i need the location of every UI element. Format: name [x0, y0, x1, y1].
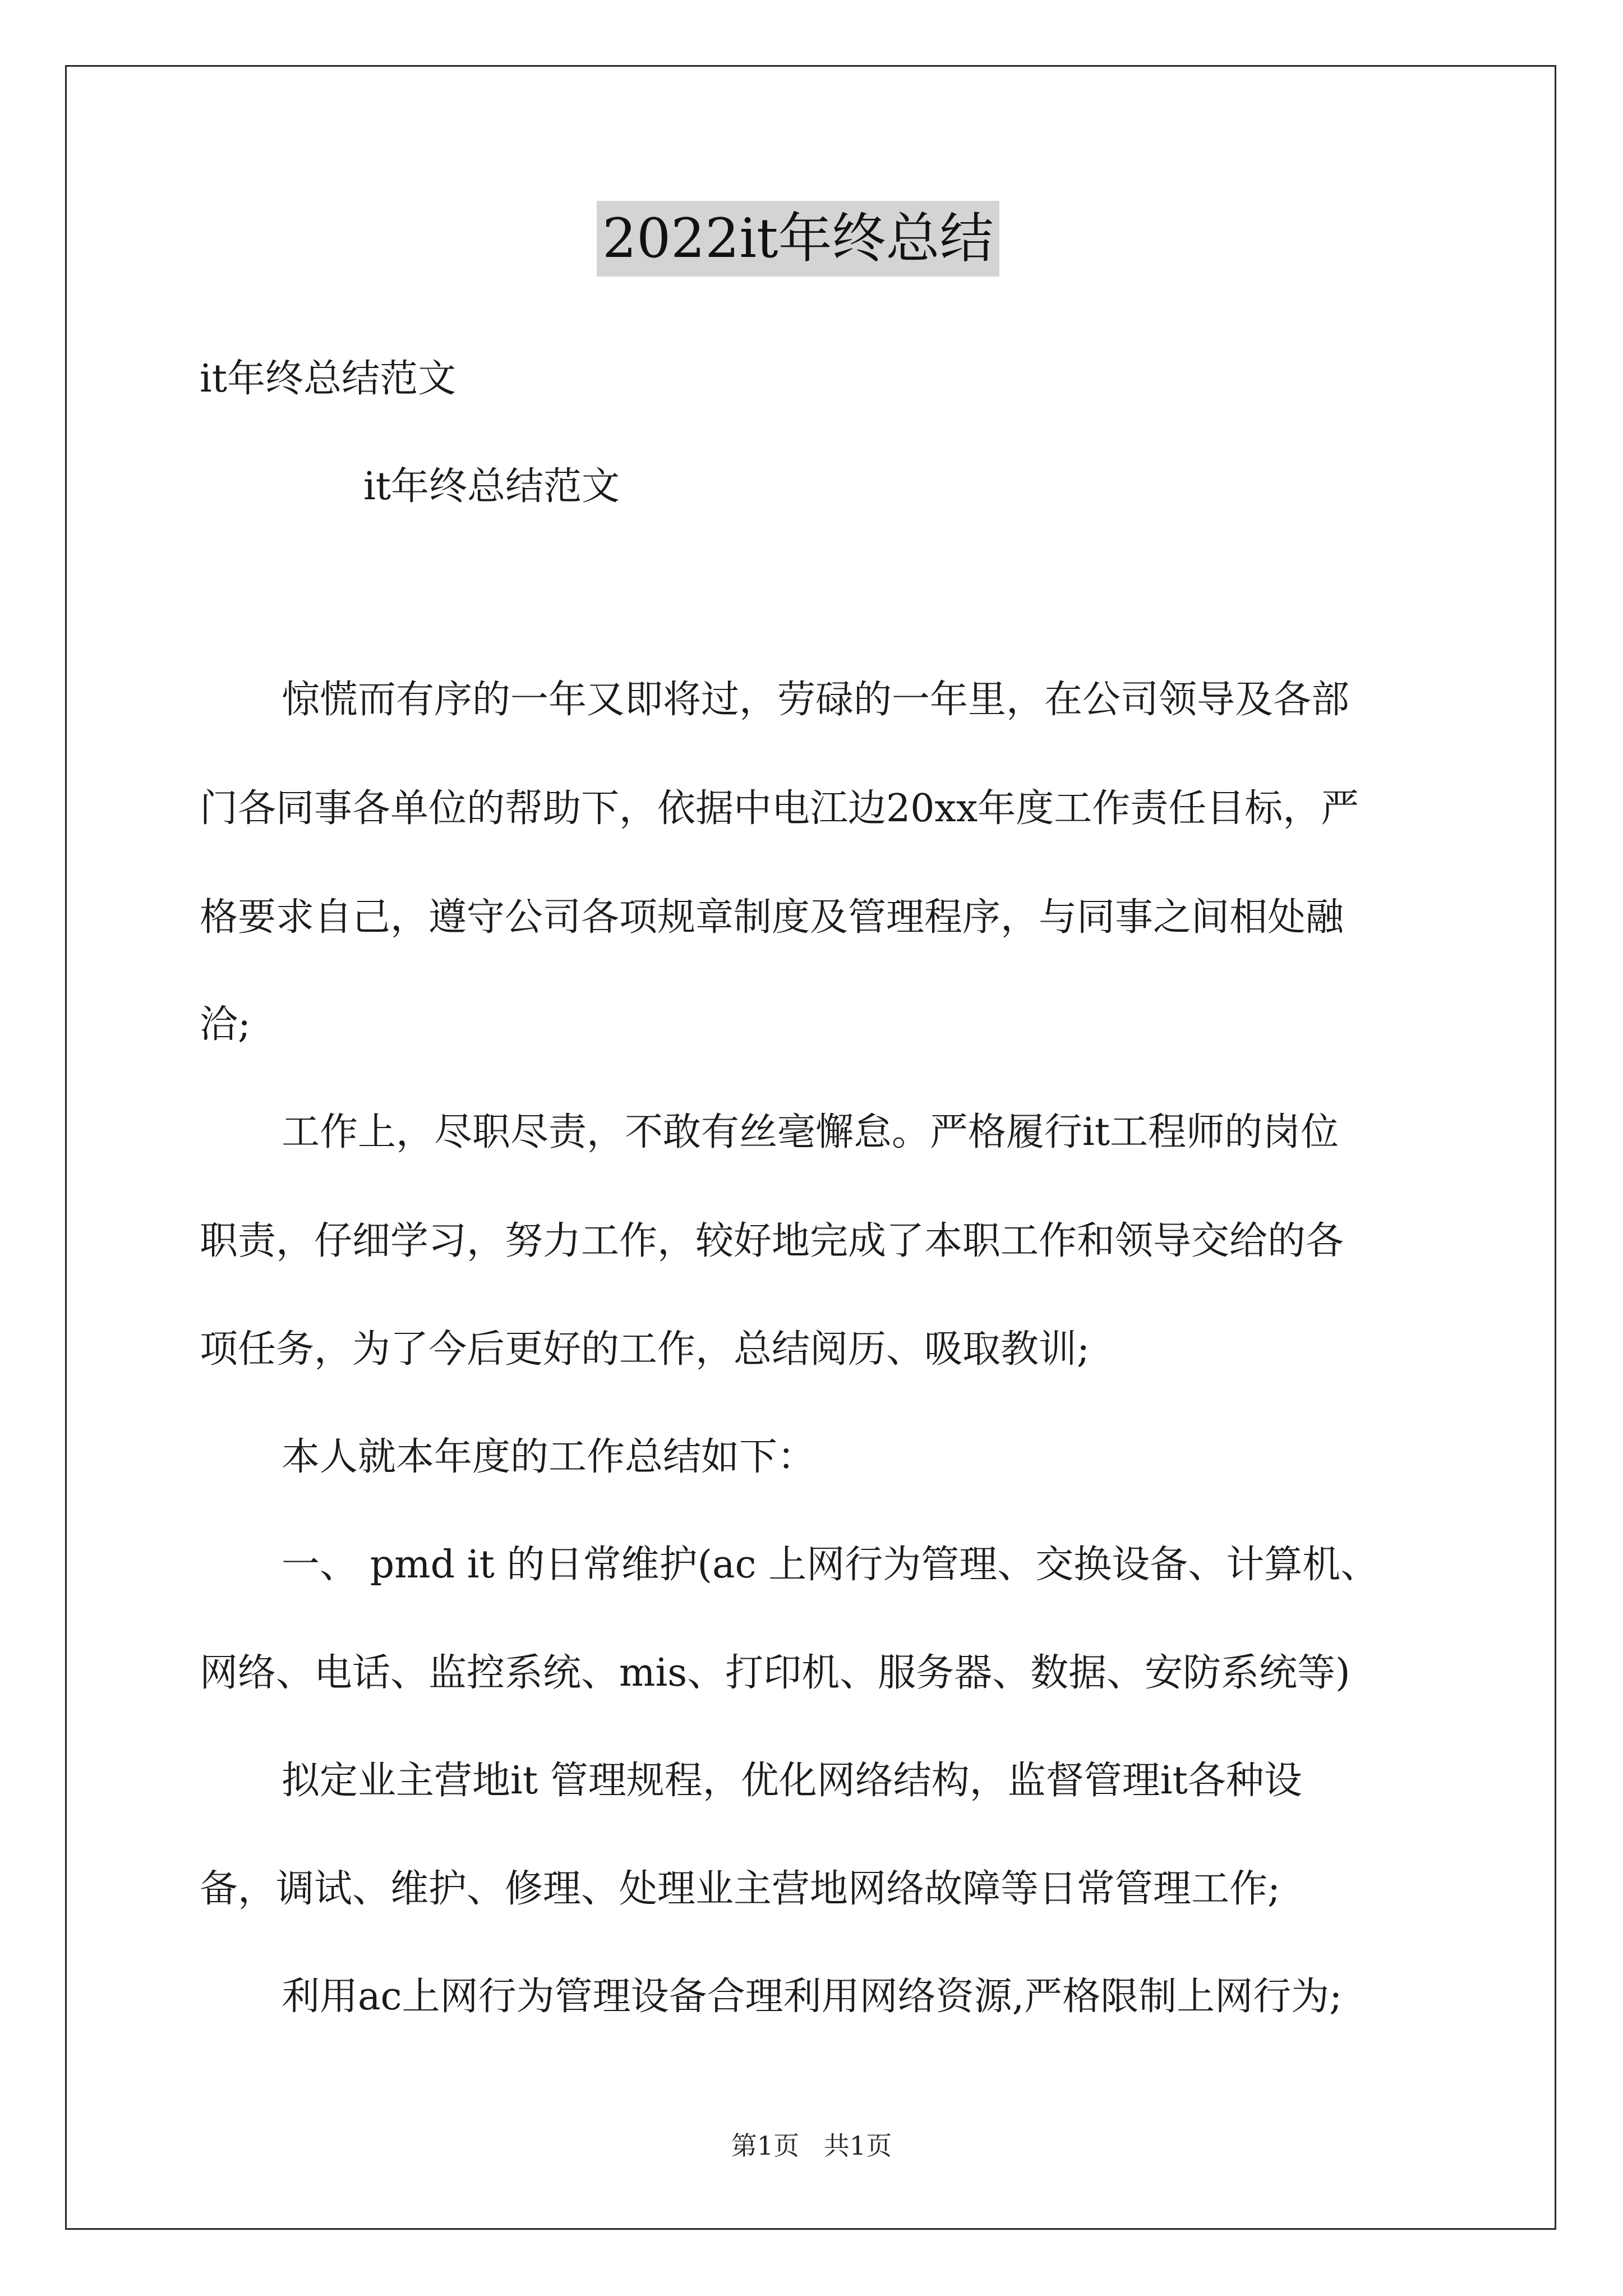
page-number-footer: 第1页 共1页	[731, 2131, 892, 2161]
paragraph-line: 惊慌而有序的一年又即将过，劳碌的一年里，在公司领导及各部	[282, 678, 1350, 722]
paragraph-line: 拟定业主营地it 管理规程，优化网络结构，监督管理it各种设	[282, 1759, 1302, 1803]
document-title: 2022it年终总结	[597, 201, 999, 277]
paragraph-line: 备，调试、维护、修理、处理业主营地网络故障等日常管理工作;	[200, 1867, 1280, 1911]
paragraph-line: 工作上，尽职尽责，不敢有丝毫懈怠。严格履行it工程师的岗位	[282, 1110, 1339, 1154]
paragraph-line: 项任务，为了今后更好的工作，总结阅历、吸取教训;	[200, 1327, 1090, 1372]
section-heading-line: 一、 pmd it 的日常维护(ac 上网行为管理、交换设备、计算机、	[282, 1543, 1379, 1587]
paragraph-line: 洽;	[200, 1002, 251, 1047]
paragraph-line: 本人就本年度的工作总结如下：	[282, 1435, 816, 1479]
paragraph-line: 职责，仔细学习，努力工作，较好地完成了本职工作和领导交给的各	[200, 1219, 1344, 1263]
subtitle-line-indented: it年终总结范文	[363, 464, 620, 509]
paragraph-line: 门各同事各单位的帮助下，依据中电江边20xx年度工作责任目标，严	[200, 786, 1359, 831]
paragraph-line: 格要求自己，遵守公司各项规章制度及管理程序，与同事之间相处融	[200, 895, 1344, 940]
paragraph-line: 利用ac上网行为管理设备合理利用网络资源,严格限制上网行为;	[282, 1975, 1343, 2019]
subtitle-line: it年终总结范文	[200, 357, 457, 401]
paragraph-line: 网络、电话、监控系统、mis、打印机、服务器、数据、安防系统等)	[200, 1651, 1350, 1695]
